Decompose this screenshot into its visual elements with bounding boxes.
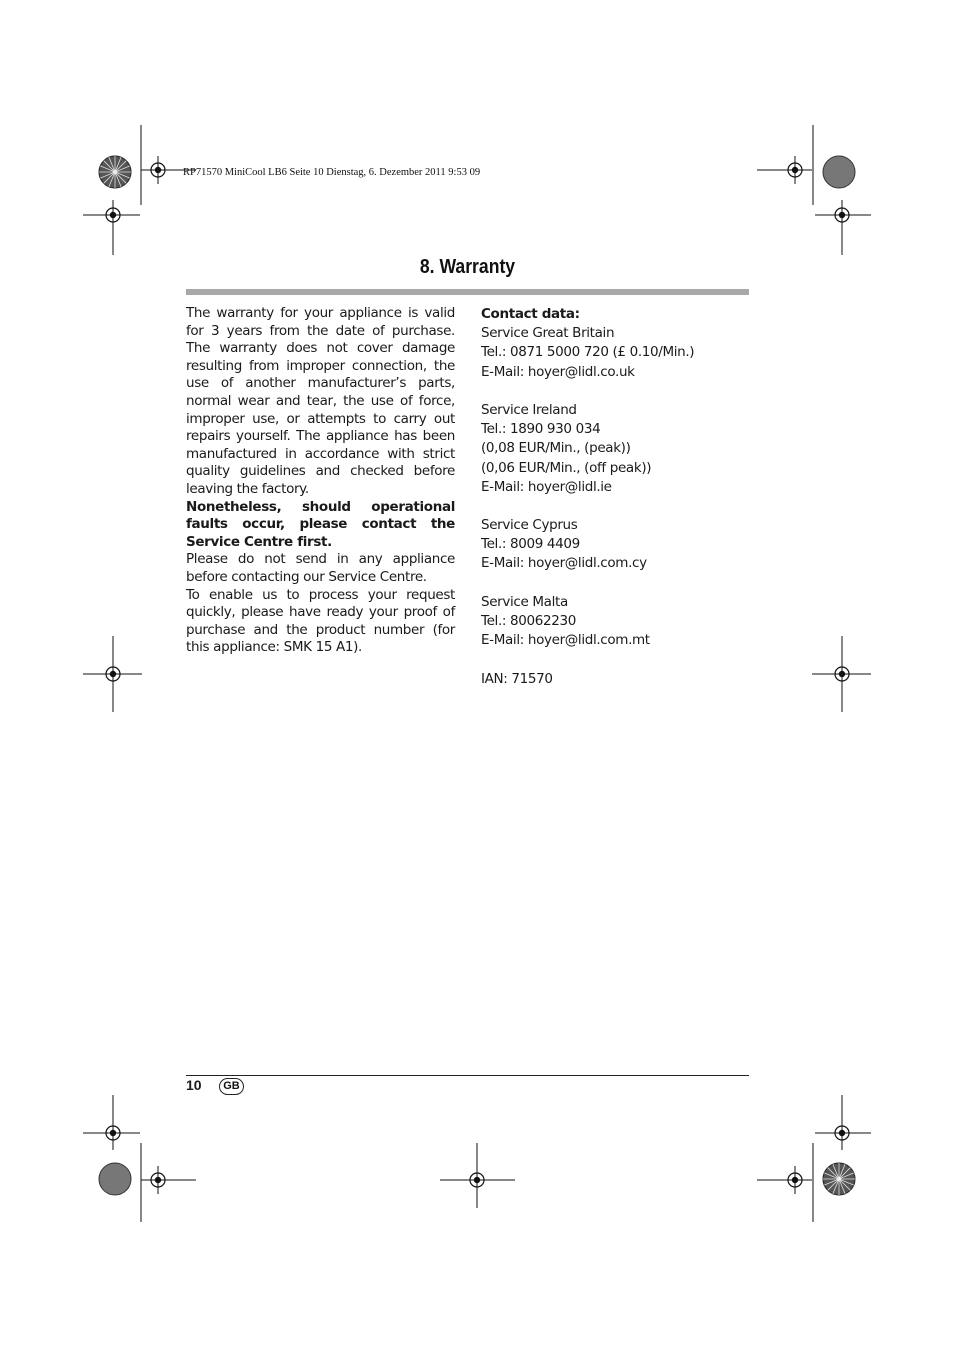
service-cy-tel: Tel.: 8009 4409: [481, 536, 580, 553]
section-title: 8. Warranty: [419, 256, 516, 278]
service-mt-tel: Tel.: 80062230: [481, 613, 576, 629]
print-header: RP71570 MiniCool LB6 Seite 10 Dienstag, 6. Dezember 2011 9:53 09: [183, 167, 481, 178]
service-ie-rate-peak: (0,08 EUR/Min., (peak)): [481, 440, 631, 457]
spacer: [481, 574, 751, 593]
service-cy-email: E-Mail: hoyer@lidl.com.cy: [481, 555, 647, 572]
operational-faults-notice: Nonetheless, should operational faults occur, please contact the Service Centre first.: [186, 498, 455, 550]
spacer: [481, 497, 751, 516]
spacer: [481, 382, 751, 401]
contact-data-column: [481, 305, 751, 689]
spacer: [481, 650, 751, 669]
page-number: 10: [186, 1077, 202, 1093]
warranty-text-column: [186, 305, 455, 657]
service-gb-tel: Tel.: 0871 5000 720 (£ 0.10/Min.): [481, 344, 695, 361]
title-underline-bar: [186, 289, 749, 295]
service-mt-name: Service Malta: [481, 593, 568, 610]
ian-number: IAN: 71570: [481, 670, 553, 687]
service-cy-name: Service Cyprus: [481, 517, 578, 534]
footer-rule: [186, 1075, 749, 1076]
service-ie-rate-offpeak: (0,06 EUR/Min., (off peak)): [481, 459, 652, 476]
service-mt-email: E-Mail: hoyer@lidl.com.mt: [481, 632, 650, 649]
contact-heading: Contact data:: [481, 306, 580, 322]
service-ie-email: E-Mail: hoyer@lidl.ie: [481, 478, 612, 495]
proof-of-purchase-paragraph: To enable us to process your request quickly, please have ready your proof of purchase and the product number (for this appliance: SMK 15 A1).: [186, 586, 455, 656]
service-gb-email: E-Mail: hoyer@lidl.co.uk: [481, 363, 635, 380]
do-not-send-paragraph: Please do not send in any appliance before contacting our Service Centre.: [186, 551, 455, 585]
warranty-paragraph: The warranty for your appliance is valid for 3 years from the date of purchase. The warranty does not cover damage resulting from improper connection, the use of another manufacturer’s parts, normal wear and tear, the use of force, improper use, or attempts to carry out repairs yourself. The appliance has been manufactured in accordance with strict quality guidelines and checked before leaving the factory.: [186, 305, 455, 497]
service-ie-tel: Tel.: 1890 930 034: [481, 421, 601, 438]
service-ie-name: Service Ireland: [481, 401, 577, 418]
language-badge: GB: [219, 1078, 244, 1095]
service-gb-name: Service Great Britain: [481, 325, 615, 342]
